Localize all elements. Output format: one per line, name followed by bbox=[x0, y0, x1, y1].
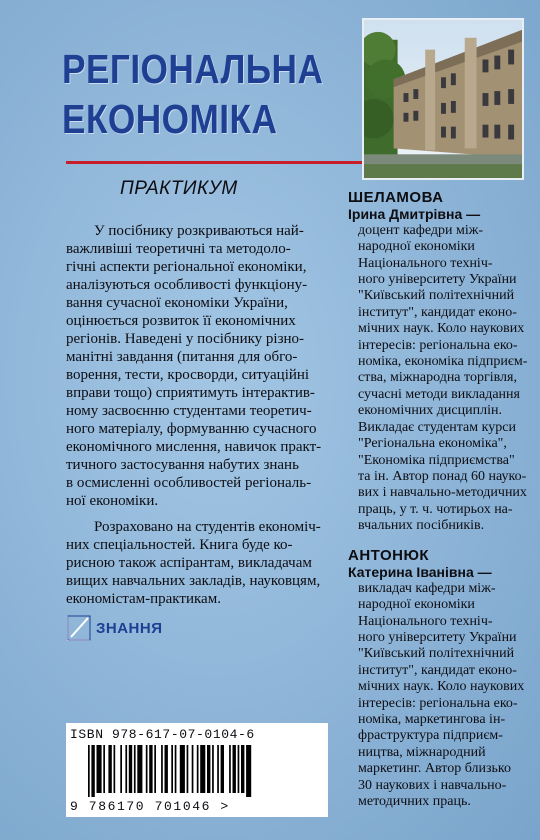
description-line: гічні аспекти регіональної економіки, bbox=[66, 259, 307, 275]
barcode-bar bbox=[161, 745, 163, 793]
barcode-bar bbox=[134, 745, 136, 793]
bio-line: маркетинг. Автор близько bbox=[358, 761, 511, 777]
bio-line: 30 наукових і навчально- bbox=[358, 777, 507, 793]
barcode-bar bbox=[217, 745, 219, 793]
barcode-bars bbox=[86, 745, 306, 797]
book-description bbox=[66, 222, 336, 608]
barcode-bar bbox=[129, 745, 132, 793]
barcode-bar bbox=[180, 745, 185, 793]
barcode-bar bbox=[200, 745, 205, 793]
author-2-surname: АНТОНЮК bbox=[348, 547, 430, 564]
description-line: регіонів. Наведені у посібнику різно- bbox=[66, 331, 305, 347]
author-antoniuk bbox=[348, 548, 526, 811]
description-line: них спеціальностей. Книга буде ко- bbox=[66, 537, 293, 553]
barcode-bar bbox=[238, 745, 240, 793]
book-title bbox=[62, 44, 323, 144]
bio-line: номіка, маркетингова ін- bbox=[358, 712, 506, 728]
publisher-name: ЗНАННЯ bbox=[96, 619, 163, 637]
bio-line: вих і навчально-методичних bbox=[358, 485, 527, 501]
author-2-given-name: Катерина Іванівна — bbox=[348, 564, 492, 581]
barcode-bar bbox=[91, 745, 94, 797]
bio-line: інтересів: регіональна еко- bbox=[358, 695, 518, 711]
bio-line: "Економіка підприємства" bbox=[358, 452, 515, 468]
author-sheliamova bbox=[348, 190, 526, 535]
bio-line: ництва, міжнародний bbox=[358, 744, 486, 760]
barcode-bar bbox=[229, 745, 231, 793]
barcode-bar bbox=[149, 745, 152, 793]
bio-line: Національного техніч- bbox=[358, 613, 493, 629]
bio-line: доцент кафедри між- bbox=[358, 222, 484, 238]
bio-line: ства, міжнародна торгівля, bbox=[358, 370, 517, 386]
bio-line: народної економіки bbox=[358, 597, 475, 613]
barcode-bar bbox=[192, 745, 194, 793]
bio-line: вчальних посібників. bbox=[358, 518, 485, 534]
description-line: вання сучасної економіки України, bbox=[66, 295, 288, 311]
author-1-surname: ШЕЛАМОВА bbox=[348, 189, 444, 206]
description-line: вправи тощо) сприятимуть інтерактив- bbox=[66, 385, 315, 401]
title-line-1: РЕГІОНАЛЬНА bbox=[62, 46, 324, 92]
description-line: аналізуються особливості функціону- bbox=[66, 277, 308, 293]
bio-line: ного університету України bbox=[358, 272, 517, 288]
bio-line: праць, у т. ч. чотирьох на- bbox=[358, 501, 513, 517]
isbn-number: ISBN 978-617-07-0104-6 bbox=[70, 727, 255, 742]
barcode-bar bbox=[108, 745, 111, 793]
publisher-logo bbox=[66, 614, 163, 642]
barcode-bar bbox=[103, 745, 105, 793]
bio-line: "Київський політехнічний bbox=[358, 288, 515, 304]
bio-line: інститут", кандидат еконо- bbox=[358, 662, 517, 678]
description-line: ного матеріалу, формуванню сучасного bbox=[66, 421, 317, 437]
bio-line: мічних наук. Коло наукових bbox=[358, 321, 525, 337]
barcode-bar bbox=[246, 745, 251, 797]
author-1-bio bbox=[348, 223, 526, 535]
bio-line: фраструктура підприєм- bbox=[358, 728, 503, 744]
isbn-barcode bbox=[66, 723, 328, 817]
bio-line: номіка, економіка підприєм- bbox=[358, 354, 528, 370]
barcode-digits: 9 786170 701046 > bbox=[70, 799, 230, 814]
description-line: Розраховано на студентів економіч- bbox=[94, 519, 321, 535]
barcode-bar bbox=[221, 745, 224, 793]
bio-line: ного університету України bbox=[358, 630, 517, 646]
barcode-bar bbox=[197, 745, 199, 793]
bio-line: народної економіки bbox=[358, 239, 475, 255]
barcode-bar bbox=[97, 745, 102, 793]
barcode-bar bbox=[125, 745, 127, 793]
description-line: вищих навчальних закладів, науковцям, bbox=[66, 573, 321, 589]
description-line: економістам-практикам. bbox=[66, 591, 221, 607]
description-line: тичного застосування набутих знань bbox=[66, 457, 299, 473]
bio-line: та ін. Автор понад 60 науко- bbox=[358, 468, 527, 484]
description-line: оцінюється розвиток її економічних bbox=[66, 313, 296, 329]
description-line: манітні завдання (питання для обго- bbox=[66, 349, 298, 365]
barcode-bar bbox=[165, 745, 168, 793]
description-paragraph-2 bbox=[66, 518, 336, 608]
bio-line: інститут", кандидат еконо- bbox=[358, 304, 517, 320]
barcode-bar bbox=[120, 745, 122, 793]
barcode-bar bbox=[241, 745, 244, 793]
bio-line: сучасні методи викладання bbox=[358, 386, 520, 402]
barcode-bar bbox=[88, 745, 90, 797]
barcode-bar bbox=[114, 745, 116, 793]
bio-line: методичних праць. bbox=[358, 794, 471, 810]
title-underline bbox=[66, 161, 362, 164]
bio-line: Викладає студентам курси bbox=[358, 419, 516, 435]
barcode-bar bbox=[212, 745, 214, 793]
barcode-bar bbox=[171, 745, 173, 793]
barcode-bar bbox=[233, 745, 236, 793]
author-2-bio bbox=[348, 581, 526, 811]
bio-line: мічних наук. Коло наукових bbox=[358, 679, 525, 695]
description-line: рисною також аспірантам, викладачам bbox=[66, 555, 312, 571]
barcode-bar bbox=[175, 745, 177, 793]
bio-line: інтересів: регіональна еко- bbox=[358, 337, 518, 353]
barcode-bar bbox=[207, 745, 210, 793]
bio-line: економічних дисциплін. bbox=[358, 403, 502, 419]
bio-line: Національного технiч- bbox=[358, 255, 493, 271]
description-line: ної економіки. bbox=[66, 493, 159, 509]
description-line: в осмисленні особливостей регіональ- bbox=[66, 475, 312, 491]
title-line-2: ЕКОНОМІКА bbox=[62, 96, 278, 142]
barcode-bar bbox=[146, 745, 148, 793]
bio-line: "Київський політехнічний bbox=[358, 646, 515, 662]
barcode-bar bbox=[137, 745, 142, 793]
bio-line: "Регіональна економіка", bbox=[358, 436, 507, 452]
description-paragraph-1 bbox=[66, 222, 336, 510]
barcode-bar bbox=[154, 745, 156, 793]
author-1-given-name: Ірина Дмитрівна — bbox=[348, 206, 481, 223]
book-subtitle: ПРАКТИКУМ bbox=[120, 178, 238, 199]
description-line: економічного мислення, навичок практ- bbox=[66, 439, 322, 455]
barcode-bar bbox=[187, 745, 189, 793]
bio-line: викладач кафедри між- bbox=[358, 580, 496, 596]
description-line: У посібнику розкриваються най- bbox=[94, 223, 304, 239]
description-line: ворення, тести, кросворди, ситуаційні bbox=[66, 367, 310, 383]
description-line: важливіші теоретичні та методоло- bbox=[66, 241, 291, 257]
publisher-mark-icon bbox=[66, 614, 92, 642]
description-line: ному засвоєнню студентами теоретич- bbox=[66, 403, 312, 419]
university-building-photo bbox=[362, 18, 524, 180]
